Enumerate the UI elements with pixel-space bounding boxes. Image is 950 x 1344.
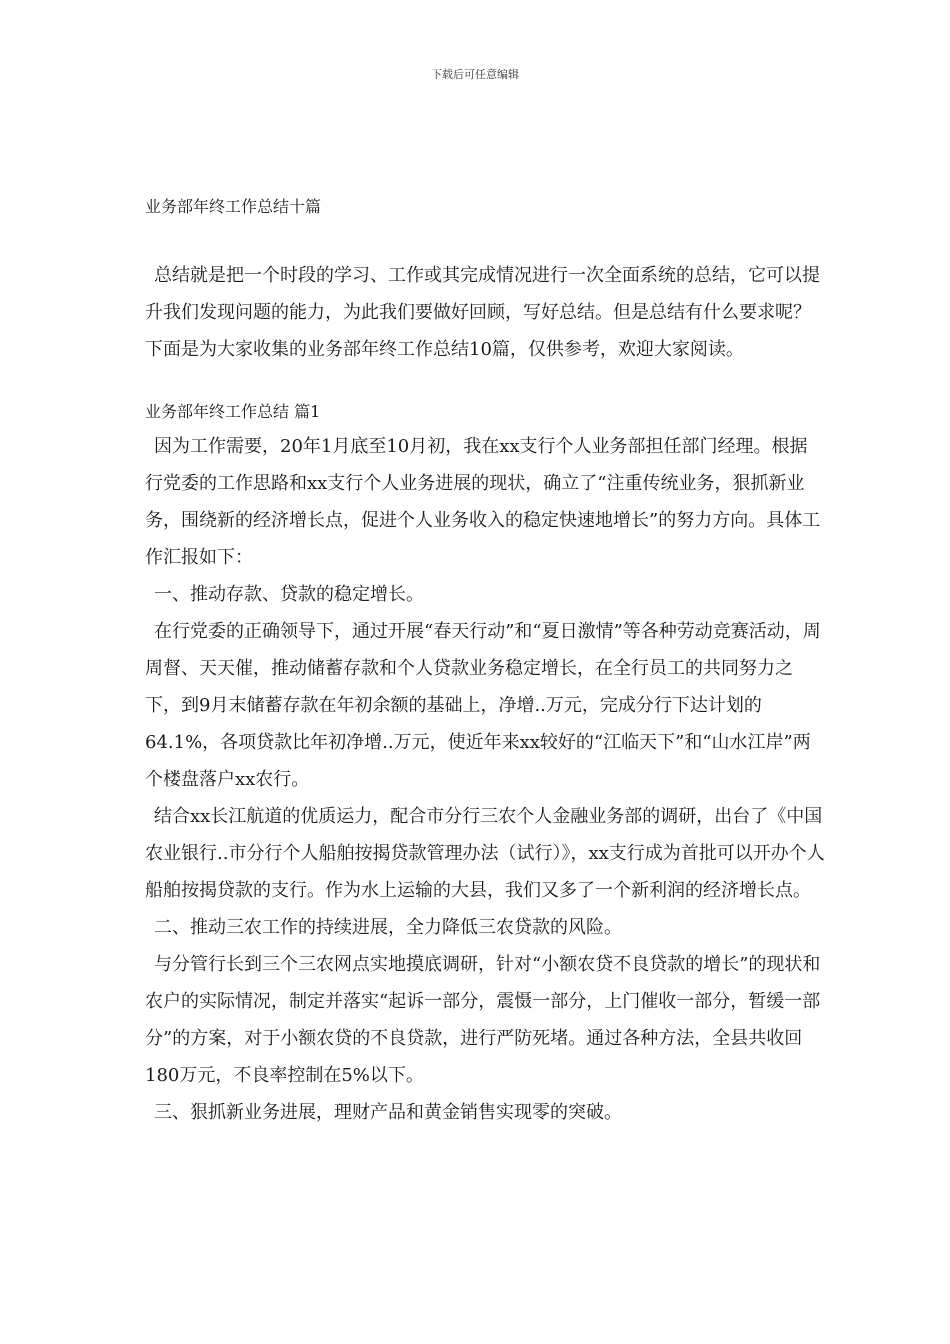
page-header: 下载后可任意编辑 (431, 68, 519, 81)
document-body (145, 195, 825, 1131)
paragraph-3: 在行党委的正确领导下，通过开展“春天行动”和“夏日激情”等各种劳动竞赛活动，周周督、天天催，推动储蓄存款和个人贷款业务稳定增长，在全行员工的共同努力之下，到9月末储蓄存款在年初余额的基础上，净增..万元，完成分行下达计划的64.1%，各项贷款比年初净增..万元，使近年来xx较好的“江临天下”和“山水江岸”两个楼盘落户xx农行。 (145, 621, 821, 790)
paragraph-5-heading: 二、推动三农工作的持续进展，全力降低三农贷款的风险。 (154, 917, 622, 938)
paragraph-1: 因为工作需要，20年1月底至10月初，我在xx支行个人业务部担任部门经理。根据行党委的工作思路和xx支行个人业务进展的现状，确立了“注重传统业务，狠抓新业务，围绕新的经济增长点，促进个人业务收入的稳定快速地增长”的努力方向。具体工作汇报如下： (145, 436, 821, 568)
document-title: 业务部年终工作总结十篇 (145, 197, 322, 216)
paragraph-4: 结合xx长江航道的优质运力，配合市分行三农个人金融业务部的调研，出台了《中国农业银行..市分行个人船舶按揭贷款管理办法（试行）》，xx支行成为首批可以开办个人船舶按揭贷款的支行。作为水上运输的大县，我们又多了一个新利润的经济增长点。 (145, 806, 825, 901)
paragraph-6: 与分管行长到三个三农网点实地摸底调研，针对“小额农贷不良贷款的增长”的现状和农户的实际情况，制定并落实“起诉一部分，震慑一部分，上门催收一部分，暂缓一部分”的方案，对于小额农贷的不良贷款，进行严防死堵。通过各种方法，全县共收回180万元，不良率控制在5%以下。 (145, 954, 821, 1086)
intro-paragraph: 总结就是把一个时段的学习、工作或其完成情况进行一次全面系统的总结，它可以提升我们发现问题的能力，为此我们要做好回顾，写好总结。但是总结有什么要求呢？下面是为大家收集的业务部年终工作总结10篇，仅供参考，欢迎大家阅读。 (145, 265, 820, 360)
section-title: 业务部年终工作总结 篇1 (145, 402, 321, 421)
paragraph-2-heading: 一、推动存款、贷款的稳定增长。 (154, 584, 424, 605)
paragraph-7-heading: 三、狠抓新业务进展，理财产品和黄金销售实现零的突破。 (154, 1102, 622, 1123)
